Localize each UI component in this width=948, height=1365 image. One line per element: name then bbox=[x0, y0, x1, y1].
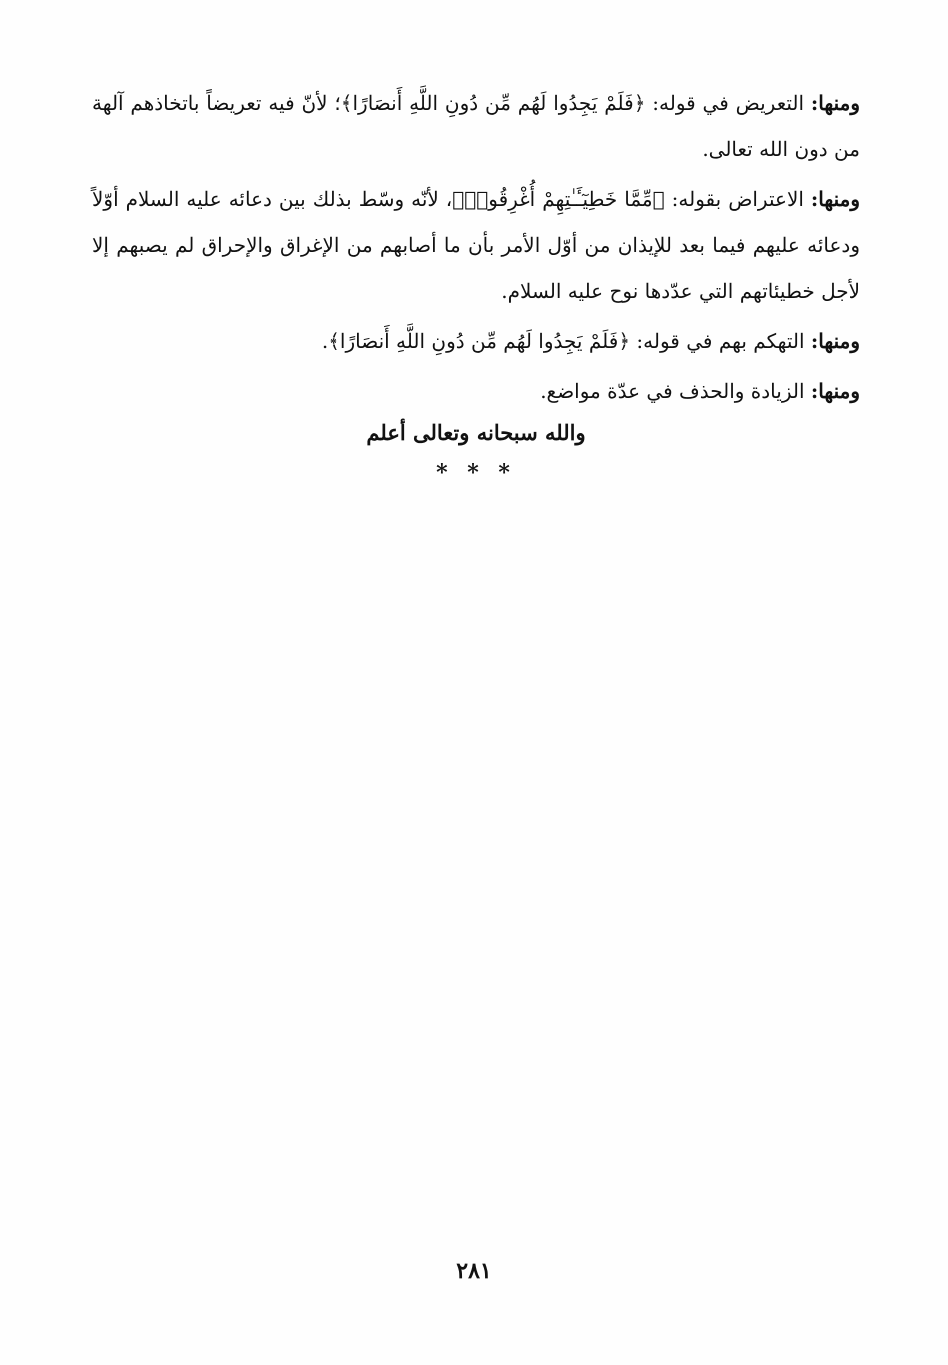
paragraph-3 bbox=[92, 318, 860, 364]
quran-verse: ﴿فَلَمْ يَجِدُوا لَهُم مِّن دُونِ اللَّهِ أَنصَارًا﴾ bbox=[328, 329, 631, 353]
page-number: ٢٨١ bbox=[456, 1258, 492, 1284]
paragraph-lead: ومنها: bbox=[810, 379, 860, 403]
quran-verse: ﴿فَلَمْ يَجِدُوا لَهُم مِّن دُونِ اللَّهِ أَنصَارًا﴾ bbox=[340, 91, 646, 115]
paragraph-lead: ومنها: bbox=[810, 91, 860, 115]
paragraph-lead: ومنها: bbox=[810, 329, 860, 353]
paragraph-lead: ومنها: bbox=[810, 187, 861, 211]
paragraph-text: الاعتراض بقوله: bbox=[664, 187, 811, 211]
paragraph-text: ، لأنّه وسّط بذلك بين دعائه عليه السلام أوّلاً ودعائه عليهم فيما بعد للإيذان من أوّل الأمر بأن ما أصابهم من الإغراق والإحراق لم يصبهم إلا لأجل خطيئاتهم التي عدّدها نوح عليه السلام. bbox=[92, 187, 860, 303]
section-separator: * * * bbox=[436, 460, 516, 486]
paragraph-1 bbox=[92, 80, 860, 172]
paragraph-text: ؛ لأنّ فيه تعريضاً باتخاذهم آلهة من دون الله تعالى. bbox=[92, 91, 860, 161]
closing-phrase: والله سبحانه وتعالى أعلم bbox=[366, 420, 586, 445]
body-text bbox=[92, 80, 860, 418]
paragraph-4 bbox=[92, 368, 860, 414]
paragraph-text: . bbox=[321, 329, 329, 353]
paragraph-text: التهكم بهم في قوله: bbox=[630, 329, 811, 353]
paragraph-text: الزيادة والحذف في عدّة مواضع. bbox=[540, 379, 811, 403]
quran-verse: ﴿مِّمَّا خَطِيٓـَٔـٰتِهِمْ أُغْرِقُوا۟﴾ bbox=[452, 187, 665, 211]
paragraph-2 bbox=[92, 176, 860, 314]
paragraph-text: التعريض في قوله: bbox=[645, 91, 811, 115]
